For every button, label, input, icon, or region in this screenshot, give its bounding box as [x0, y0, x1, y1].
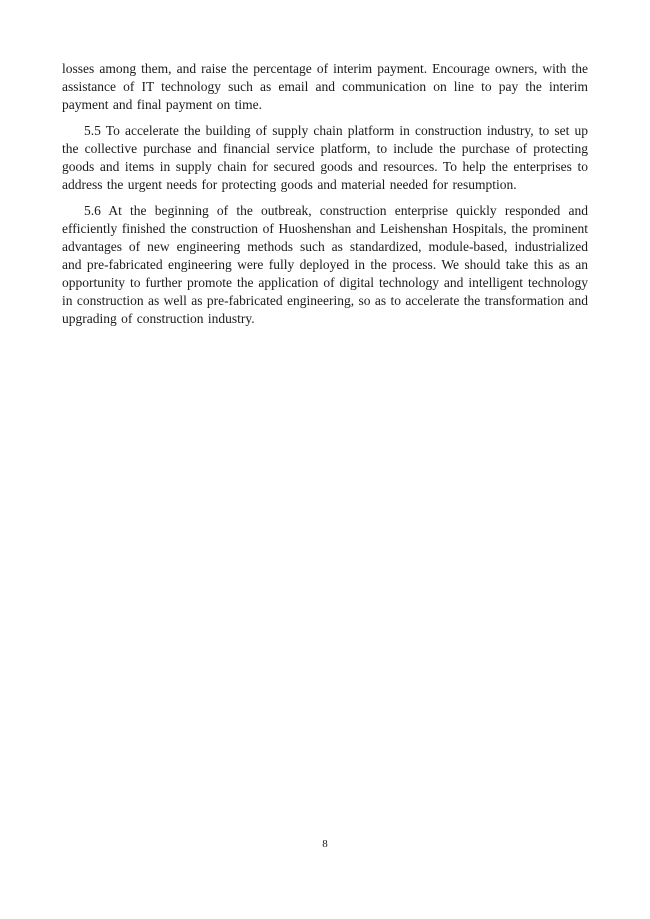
document-page	[62, 60, 588, 336]
paragraph-section-5-6: 5.6 At the beginning of the outbreak, construction enterprise quickly responded and efficiently finished the construction of Huoshenshan and Leishenshan Hospitals, the prominent advantages of new engineering methods such as standardized, module-based, industrialized and pre-fabricated engineering were fully deployed in the process. We should take this as an opportunity to further promote the application of digital technology and intelligent technology in construction as well as pre-fabricated engineering, so as to accelerate the transformation and upgrading of construction industry.	[62, 203, 588, 326]
paragraph-section-5-5: 5.5 To accelerate the building of supply chain platform in construction industry, to set up the collective purchase and financial service platform, to include the purchase of protecting goods and items in supply chain for secured goods and resources. To help the enterprises to address the urgent needs for protecting goods and material needed for resumption.	[62, 123, 588, 192]
page-number: 8	[322, 838, 328, 850]
paragraph-continuation: losses among them, and raise the percentage of interim payment. Encourage owners, with the assistance of IT technology such as email and communication on line to pay the interim payment and final payment on time.	[62, 61, 588, 112]
